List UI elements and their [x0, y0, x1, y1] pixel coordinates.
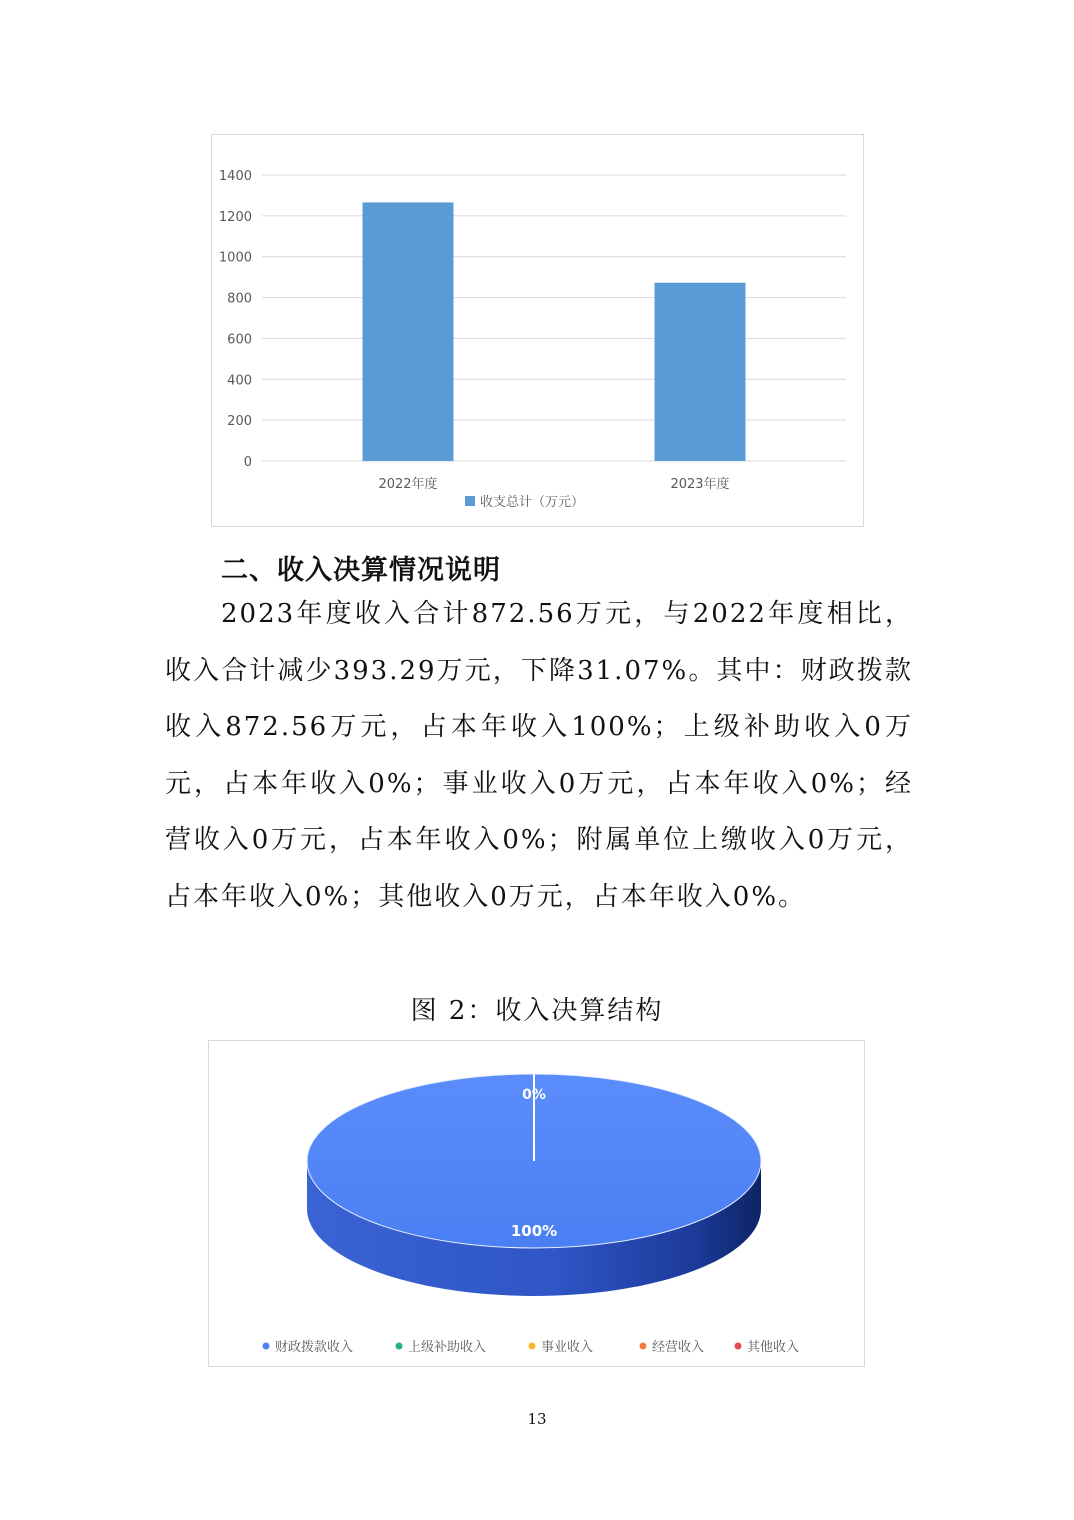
legend-dot — [263, 1343, 270, 1350]
legend-label: 收支总计（万元） — [480, 495, 585, 510]
section-paragraph: 2023年度收入合计872.56万元，与2022年度相比，收入合计减少393.29万元，下降31.07%。其中：财政拨款收入872.56万元，占本年收入100%；上级补助收入0万元，占本年收入0%；事业收入0万元，占本年收入0%；经营收入0万元，占本年收入0%；附属单位上缴收入0万元，占本年收入0%；其他收入0万元，占本年收入0%。 — [165, 599, 913, 912]
legend-dot — [396, 1343, 403, 1350]
pie-chart-svg — [209, 1041, 864, 1366]
figure-caption: 图 2：收入决算结构 — [410, 996, 664, 1026]
data-label-main: 100% — [510, 1222, 558, 1240]
bar — [655, 283, 746, 461]
section-heading: 二、收入决算情况说明 — [221, 555, 501, 586]
legend-label: 经营收入 — [652, 1340, 705, 1355]
y-tick-label: 0 — [243, 455, 252, 470]
y-tick-label: 1400 — [218, 169, 252, 184]
legend-label: 财政拨款收入 — [275, 1340, 354, 1355]
x-tick-label: 2023年度 — [670, 477, 730, 492]
income-expense-bar-chart — [211, 134, 864, 527]
y-tick-label: 1200 — [218, 209, 252, 225]
y-tick-label: 1000 — [218, 250, 252, 266]
legend-dot — [735, 1343, 742, 1350]
legend-dot — [529, 1343, 536, 1350]
legend-dot — [640, 1343, 647, 1350]
legend-label: 上级补助收入 — [408, 1340, 487, 1355]
legend-label: 事业收入 — [541, 1340, 594, 1355]
x-tick-label: 2022年度 — [378, 477, 438, 492]
legend-label: 其他收入 — [747, 1340, 800, 1355]
page-number: 13 — [527, 1410, 547, 1428]
bar-chart-svg — [212, 135, 863, 526]
data-label-zero: 0% — [522, 1087, 546, 1103]
legend-swatch — [465, 496, 475, 506]
y-tick-label: 800 — [227, 291, 252, 307]
y-tick-label: 200 — [227, 414, 252, 430]
y-tick-label: 600 — [227, 332, 252, 348]
income-structure-pie-chart — [208, 1040, 865, 1367]
y-tick-label: 400 — [227, 373, 252, 389]
bar — [363, 202, 454, 461]
